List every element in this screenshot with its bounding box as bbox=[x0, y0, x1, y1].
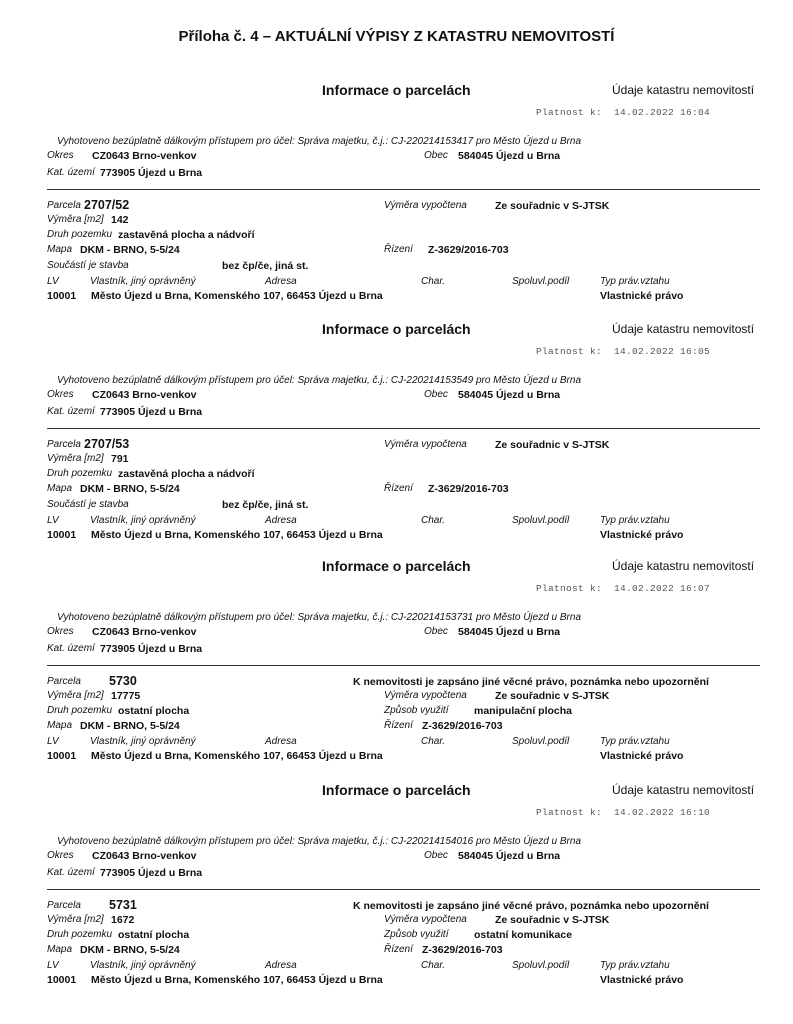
druh-value: ostatní plocha bbox=[118, 929, 190, 941]
druh-value: ostatní plocha bbox=[118, 705, 190, 717]
purpose-line: Vyhotoveno bezúplatně dálkovým přístupem pro účel: Správa majetku, č.j.: CJ-220214154016 pro Město Újezd u Brna bbox=[57, 836, 581, 847]
parcel-record bbox=[0, 82, 793, 317]
okres-label: Okres bbox=[47, 850, 74, 861]
rizeni-label: Řízení bbox=[384, 244, 413, 255]
zpusob-label: Způsob využití bbox=[384, 705, 449, 716]
okres-value: CZ0643 Brno-venkov bbox=[92, 850, 197, 862]
parcela-label: Parcela bbox=[47, 439, 81, 450]
obec-label: Obec bbox=[424, 626, 448, 637]
obec-value: 584045 Újezd u Brna bbox=[458, 150, 561, 162]
lv-header: LV bbox=[47, 276, 59, 287]
mapa-value: DKM - BRNO, 5-5/24 bbox=[80, 944, 180, 956]
vymera-value: 17775 bbox=[111, 690, 141, 702]
parcela-label: Parcela bbox=[47, 900, 81, 911]
parcel-record bbox=[0, 558, 793, 793]
divider bbox=[47, 428, 760, 429]
parcel-record bbox=[0, 782, 793, 1017]
vymera-label: Výměra [m2] bbox=[47, 214, 104, 225]
section-title: Informace o parcelách bbox=[322, 321, 471, 337]
adresa-header: Adresa bbox=[265, 736, 297, 747]
rizeni-value: Z-3629/2016-703 bbox=[428, 483, 509, 495]
vymera-vypoctena-value: Ze souřadnic v S-JTSK bbox=[495, 200, 610, 212]
kat-uzemi-value: 773905 Újezd u Brna bbox=[100, 643, 203, 655]
parcel-number: 2707/53 bbox=[84, 437, 130, 451]
parcela-label: Parcela bbox=[47, 676, 81, 687]
source-label: Údaje katastru nemovitostí bbox=[612, 83, 755, 97]
purpose-line: Vyhotoveno bezúplatně dálkovým přístupem pro účel: Správa majetku, č.j.: CJ-220214153731 pro Město Újezd u Brna bbox=[57, 612, 581, 623]
vymera-vypoctena-label: Výměra vypočtena bbox=[384, 439, 467, 450]
adresa-header: Adresa bbox=[265, 960, 297, 971]
zpusob-value: manipulační plocha bbox=[474, 705, 573, 717]
druh-value: zastavěná plocha a nádvoří bbox=[118, 229, 255, 241]
druh-label: Druh pozemku bbox=[47, 705, 113, 716]
divider bbox=[47, 189, 760, 190]
parcel-record bbox=[0, 321, 793, 556]
lv-header: LV bbox=[47, 960, 59, 971]
typ-value: Vlastnické právo bbox=[600, 974, 684, 986]
char-header: Char. bbox=[421, 736, 446, 747]
owner-value: Město Újezd u Brna, Komenského 107, 66453 Újezd u Brna bbox=[91, 529, 383, 541]
vlastnik-header: Vlastník, jiný oprávněný bbox=[90, 276, 196, 287]
section-title: Informace o parcelách bbox=[322, 782, 471, 798]
section-title: Informace o parcelách bbox=[322, 558, 471, 574]
vlastnik-header: Vlastník, jiný oprávněný bbox=[90, 960, 196, 971]
kat-uzemi-value: 773905 Újezd u Brna bbox=[100, 867, 203, 879]
kat-uzemi-value: 773905 Újezd u Brna bbox=[100, 406, 203, 418]
validity-line: Platnost k: 14.02.2022 16:05 bbox=[536, 346, 711, 357]
legal-note: K nemovitosti je zapsáno jiné věcné právo, poznámka nebo upozornění bbox=[353, 676, 709, 688]
char-header: Char. bbox=[421, 276, 446, 287]
okres-label: Okres bbox=[47, 389, 74, 400]
rizeni-label: Řízení bbox=[384, 483, 413, 494]
vymera-value: 791 bbox=[111, 453, 129, 465]
soucasti-label: Součástí je stavba bbox=[47, 260, 129, 271]
adresa-header: Adresa bbox=[265, 515, 297, 526]
vlastnik-header: Vlastník, jiný oprávněný bbox=[90, 515, 196, 526]
lv-value: 10001 bbox=[47, 750, 77, 762]
vymera-vypoctena-value: Ze souřadnic v S-JTSK bbox=[495, 439, 610, 451]
spoluvl-header: Spoluvl.podíl bbox=[512, 515, 570, 526]
purpose-line: Vyhotoveno bezúplatně dálkovým přístupem pro účel: Správa majetku, č.j.: CJ-220214153549 pro Město Újezd u Brna bbox=[57, 375, 581, 386]
owner-value: Město Újezd u Brna, Komenského 107, 66453 Újezd u Brna bbox=[91, 290, 383, 302]
zpusob-value: ostatní komunikace bbox=[474, 929, 573, 941]
timestamp: 14.02.2022 16:05 bbox=[614, 346, 711, 357]
lv-value: 10001 bbox=[47, 974, 77, 986]
rizeni-value: Z-3629/2016-703 bbox=[422, 944, 503, 956]
mapa-value: DKM - BRNO, 5-5/24 bbox=[80, 244, 180, 256]
mapa-value: DKM - BRNO, 5-5/24 bbox=[80, 483, 180, 495]
obec-value: 584045 Újezd u Brna bbox=[458, 626, 561, 638]
kat-uzemi-label: Kat. území bbox=[47, 167, 95, 178]
typ-header: Typ práv.vztahu bbox=[600, 736, 670, 747]
vymera-vypoctena-value: Ze souřadnic v S-JTSK bbox=[495, 690, 610, 702]
timestamp: 14.02.2022 16:04 bbox=[614, 107, 711, 118]
parcel-number: 5731 bbox=[109, 898, 137, 912]
owner-value: Město Újezd u Brna, Komenského 107, 66453 Újezd u Brna bbox=[91, 974, 383, 986]
page-title: Příloha č. 4 – AKTUÁLNÍ VÝPISY Z KATASTRU NEMOVITOSTÍ bbox=[178, 28, 615, 45]
parcel-number: 5730 bbox=[109, 674, 137, 688]
owner-value: Město Újezd u Brna, Komenského 107, 66453 Újezd u Brna bbox=[91, 750, 383, 762]
okres-label: Okres bbox=[47, 626, 74, 637]
soucasti-value: bez čp/če, jiná st. bbox=[222, 260, 309, 272]
char-header: Char. bbox=[421, 515, 446, 526]
druh-label: Druh pozemku bbox=[47, 468, 113, 479]
mapa-label: Mapa bbox=[47, 944, 73, 955]
lv-header: LV bbox=[47, 736, 59, 747]
rizeni-label: Řízení bbox=[384, 720, 413, 731]
adresa-header: Adresa bbox=[265, 276, 297, 287]
soucasti-value: bez čp/če, jiná st. bbox=[222, 499, 309, 511]
obec-value: 584045 Újezd u Brna bbox=[458, 389, 561, 401]
obec-label: Obec bbox=[424, 850, 448, 861]
obec-value: 584045 Újezd u Brna bbox=[458, 850, 561, 862]
okres-value: CZ0643 Brno-venkov bbox=[92, 626, 197, 638]
parcela-label: Parcela bbox=[47, 200, 81, 211]
typ-header: Typ práv.vztahu bbox=[600, 515, 670, 526]
typ-value: Vlastnické právo bbox=[600, 290, 684, 302]
validity-line: Platnost k: 14.02.2022 16:07 bbox=[536, 583, 711, 594]
rizeni-value: Z-3629/2016-703 bbox=[422, 720, 503, 732]
kat-uzemi-label: Kat. území bbox=[47, 867, 95, 878]
lv-value: 10001 bbox=[47, 290, 77, 302]
legal-note: K nemovitosti je zapsáno jiné věcné právo, poznámka nebo upozornění bbox=[353, 900, 709, 912]
divider bbox=[47, 889, 760, 890]
validity-line: Platnost k: 14.02.2022 16:10 bbox=[536, 807, 711, 818]
purpose-line: Vyhotoveno bezúplatně dálkovým přístupem pro účel: Správa majetku, č.j.: CJ-220214153417 pro Město Újezd u Brna bbox=[57, 136, 581, 147]
spoluvl-header: Spoluvl.podíl bbox=[512, 736, 570, 747]
divider bbox=[47, 665, 760, 666]
spoluvl-header: Spoluvl.podíl bbox=[512, 960, 570, 971]
lv-header: LV bbox=[47, 515, 59, 526]
kat-uzemi-label: Kat. území bbox=[47, 406, 95, 417]
rizeni-label: Řízení bbox=[384, 944, 413, 955]
vymera-vypoctena-label: Výměra vypočtena bbox=[384, 914, 467, 925]
druh-value: zastavěná plocha a nádvoří bbox=[118, 468, 255, 480]
soucasti-label: Součástí je stavba bbox=[47, 499, 129, 510]
vymera-label: Výměra [m2] bbox=[47, 690, 104, 701]
vymera-label: Výměra [m2] bbox=[47, 914, 104, 925]
vymera-vypoctena-label: Výměra vypočtena bbox=[384, 200, 467, 211]
mapa-value: DKM - BRNO, 5-5/24 bbox=[80, 720, 180, 732]
kat-uzemi-label: Kat. území bbox=[47, 643, 95, 654]
mapa-label: Mapa bbox=[47, 483, 73, 494]
typ-value: Vlastnické právo bbox=[600, 750, 684, 762]
typ-value: Vlastnické právo bbox=[600, 529, 684, 541]
spoluvl-header: Spoluvl.podíl bbox=[512, 276, 570, 287]
typ-header: Typ práv.vztahu bbox=[600, 960, 670, 971]
druh-label: Druh pozemku bbox=[47, 929, 113, 940]
okres-value: CZ0643 Brno-venkov bbox=[92, 150, 197, 162]
vlastnik-header: Vlastník, jiný oprávněný bbox=[90, 736, 196, 747]
vymera-vypoctena-label: Výměra vypočtena bbox=[384, 690, 467, 701]
lv-value: 10001 bbox=[47, 529, 77, 541]
vymera-vypoctena-value: Ze souřadnic v S-JTSK bbox=[495, 914, 610, 926]
timestamp: 14.02.2022 16:07 bbox=[614, 583, 711, 594]
rizeni-value: Z-3629/2016-703 bbox=[428, 244, 509, 256]
okres-label: Okres bbox=[47, 150, 74, 161]
mapa-label: Mapa bbox=[47, 720, 73, 731]
timestamp: 14.02.2022 16:10 bbox=[614, 807, 711, 818]
source-label: Údaje katastru nemovitostí bbox=[612, 783, 755, 797]
okres-value: CZ0643 Brno-venkov bbox=[92, 389, 197, 401]
source-label: Údaje katastru nemovitostí bbox=[612, 559, 755, 573]
typ-header: Typ práv.vztahu bbox=[600, 276, 670, 287]
vymera-value: 1672 bbox=[111, 914, 135, 926]
kat-uzemi-value: 773905 Újezd u Brna bbox=[100, 167, 203, 179]
section-title: Informace o parcelách bbox=[322, 82, 471, 98]
source-label: Údaje katastru nemovitostí bbox=[612, 322, 755, 336]
vymera-value: 142 bbox=[111, 214, 129, 226]
obec-label: Obec bbox=[424, 389, 448, 400]
char-header: Char. bbox=[421, 960, 446, 971]
obec-label: Obec bbox=[424, 150, 448, 161]
zpusob-label: Způsob využití bbox=[384, 929, 449, 940]
parcel-number: 2707/52 bbox=[84, 198, 130, 212]
vymera-label: Výměra [m2] bbox=[47, 453, 104, 464]
mapa-label: Mapa bbox=[47, 244, 73, 255]
validity-line: Platnost k: 14.02.2022 16:04 bbox=[536, 107, 711, 118]
druh-label: Druh pozemku bbox=[47, 229, 113, 240]
